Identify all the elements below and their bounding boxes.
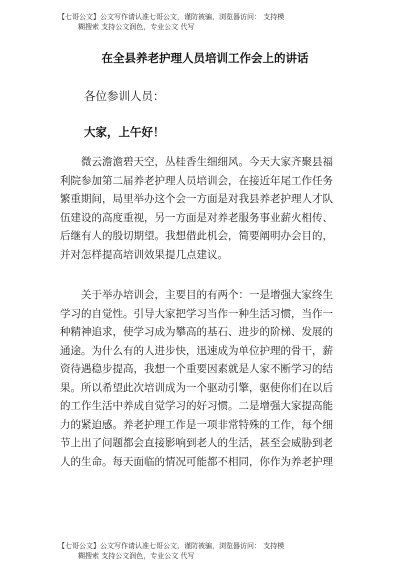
paragraph-line: 人的生命。每天面临的情况可能都不相同，你作为养老护理 — [60, 455, 333, 468]
paragraph-2 — [60, 286, 355, 471]
banner-line-2: 糊搜索 支持公文润色，专业公文 代写 — [78, 23, 195, 31]
paragraph-line: 通途。为什么有的人进步快，迅速成为单位护理的骨干，薪 — [60, 344, 333, 357]
paragraph-line: 关于举办培训会，主要目的有两个：一是增强大家终生 — [81, 289, 333, 301]
header-ad-banner — [58, 12, 358, 32]
banner-line-1: 【七哥公文】公文写作请认准七哥公文，谨防被骗，浏览器访问： 支持模 — [58, 13, 285, 21]
greeting: 大家，上午好！ — [84, 125, 165, 139]
paragraph-line: 伍建设的高度重视，另一方面是对养老服务事业薪火相传、 — [60, 211, 333, 224]
paragraph-line: 资待遇稳步提高，我想一个重要因素就是人家不断学习的结 — [60, 363, 333, 375]
document-title: 在全县养老护理人员培训工作会上的讲话 — [101, 51, 309, 65]
salutation: 各位参训人员： — [84, 89, 165, 103]
paragraph-line: 节上出了问题都会直接影响到老人的生活，甚至会威胁到老 — [60, 437, 333, 449]
paragraph-line: 种精神追求，使学习成为攀高的基石、进步的阶梯、发展的 — [60, 326, 333, 338]
paragraph-line: 学习的自觉性。引导大家把学习当作一种生活习惯，当作一 — [60, 307, 333, 320]
banner-line-1: 【七哥公文】公文写作请认准七哥公文，谨防被骗，浏览器访问： 支持模 — [58, 542, 285, 550]
paragraph-line: 微云澹澹碧天空，丛桂香生细细风。今天大家齐聚县福 — [81, 156, 333, 168]
paragraph-line: 的工作生活中养成自觉学习的好习惯。二是增强大家提高能 — [60, 400, 333, 412]
banner-line-2: 糊搜索 支持公文润色，专业公文 代写 — [78, 552, 195, 560]
footer-ad-banner — [58, 541, 358, 561]
paragraph-line: 力的紧迫感。养老护理工作是一项非常特殊的工作，每个细 — [60, 418, 333, 431]
paragraph-line: 果。所以希望此次培训成为一个驱动引擎，驱使你们在以后 — [60, 381, 333, 394]
paragraph-line: 繁重期间，局里举办这个会一方面是对我县养老护理人才队 — [60, 193, 333, 205]
paragraph-line: 后继有人的殷切期望。我想借此机会，简要阐明办会目的， — [60, 230, 333, 242]
paragraph-line: 并对怎样提高培训效果提几点建议。 — [60, 248, 228, 261]
paragraph-1 — [60, 153, 355, 264]
paragraph-line: 利院参加第二届养老护理人员培训会，在接近年尾工作任务 — [60, 174, 333, 187]
